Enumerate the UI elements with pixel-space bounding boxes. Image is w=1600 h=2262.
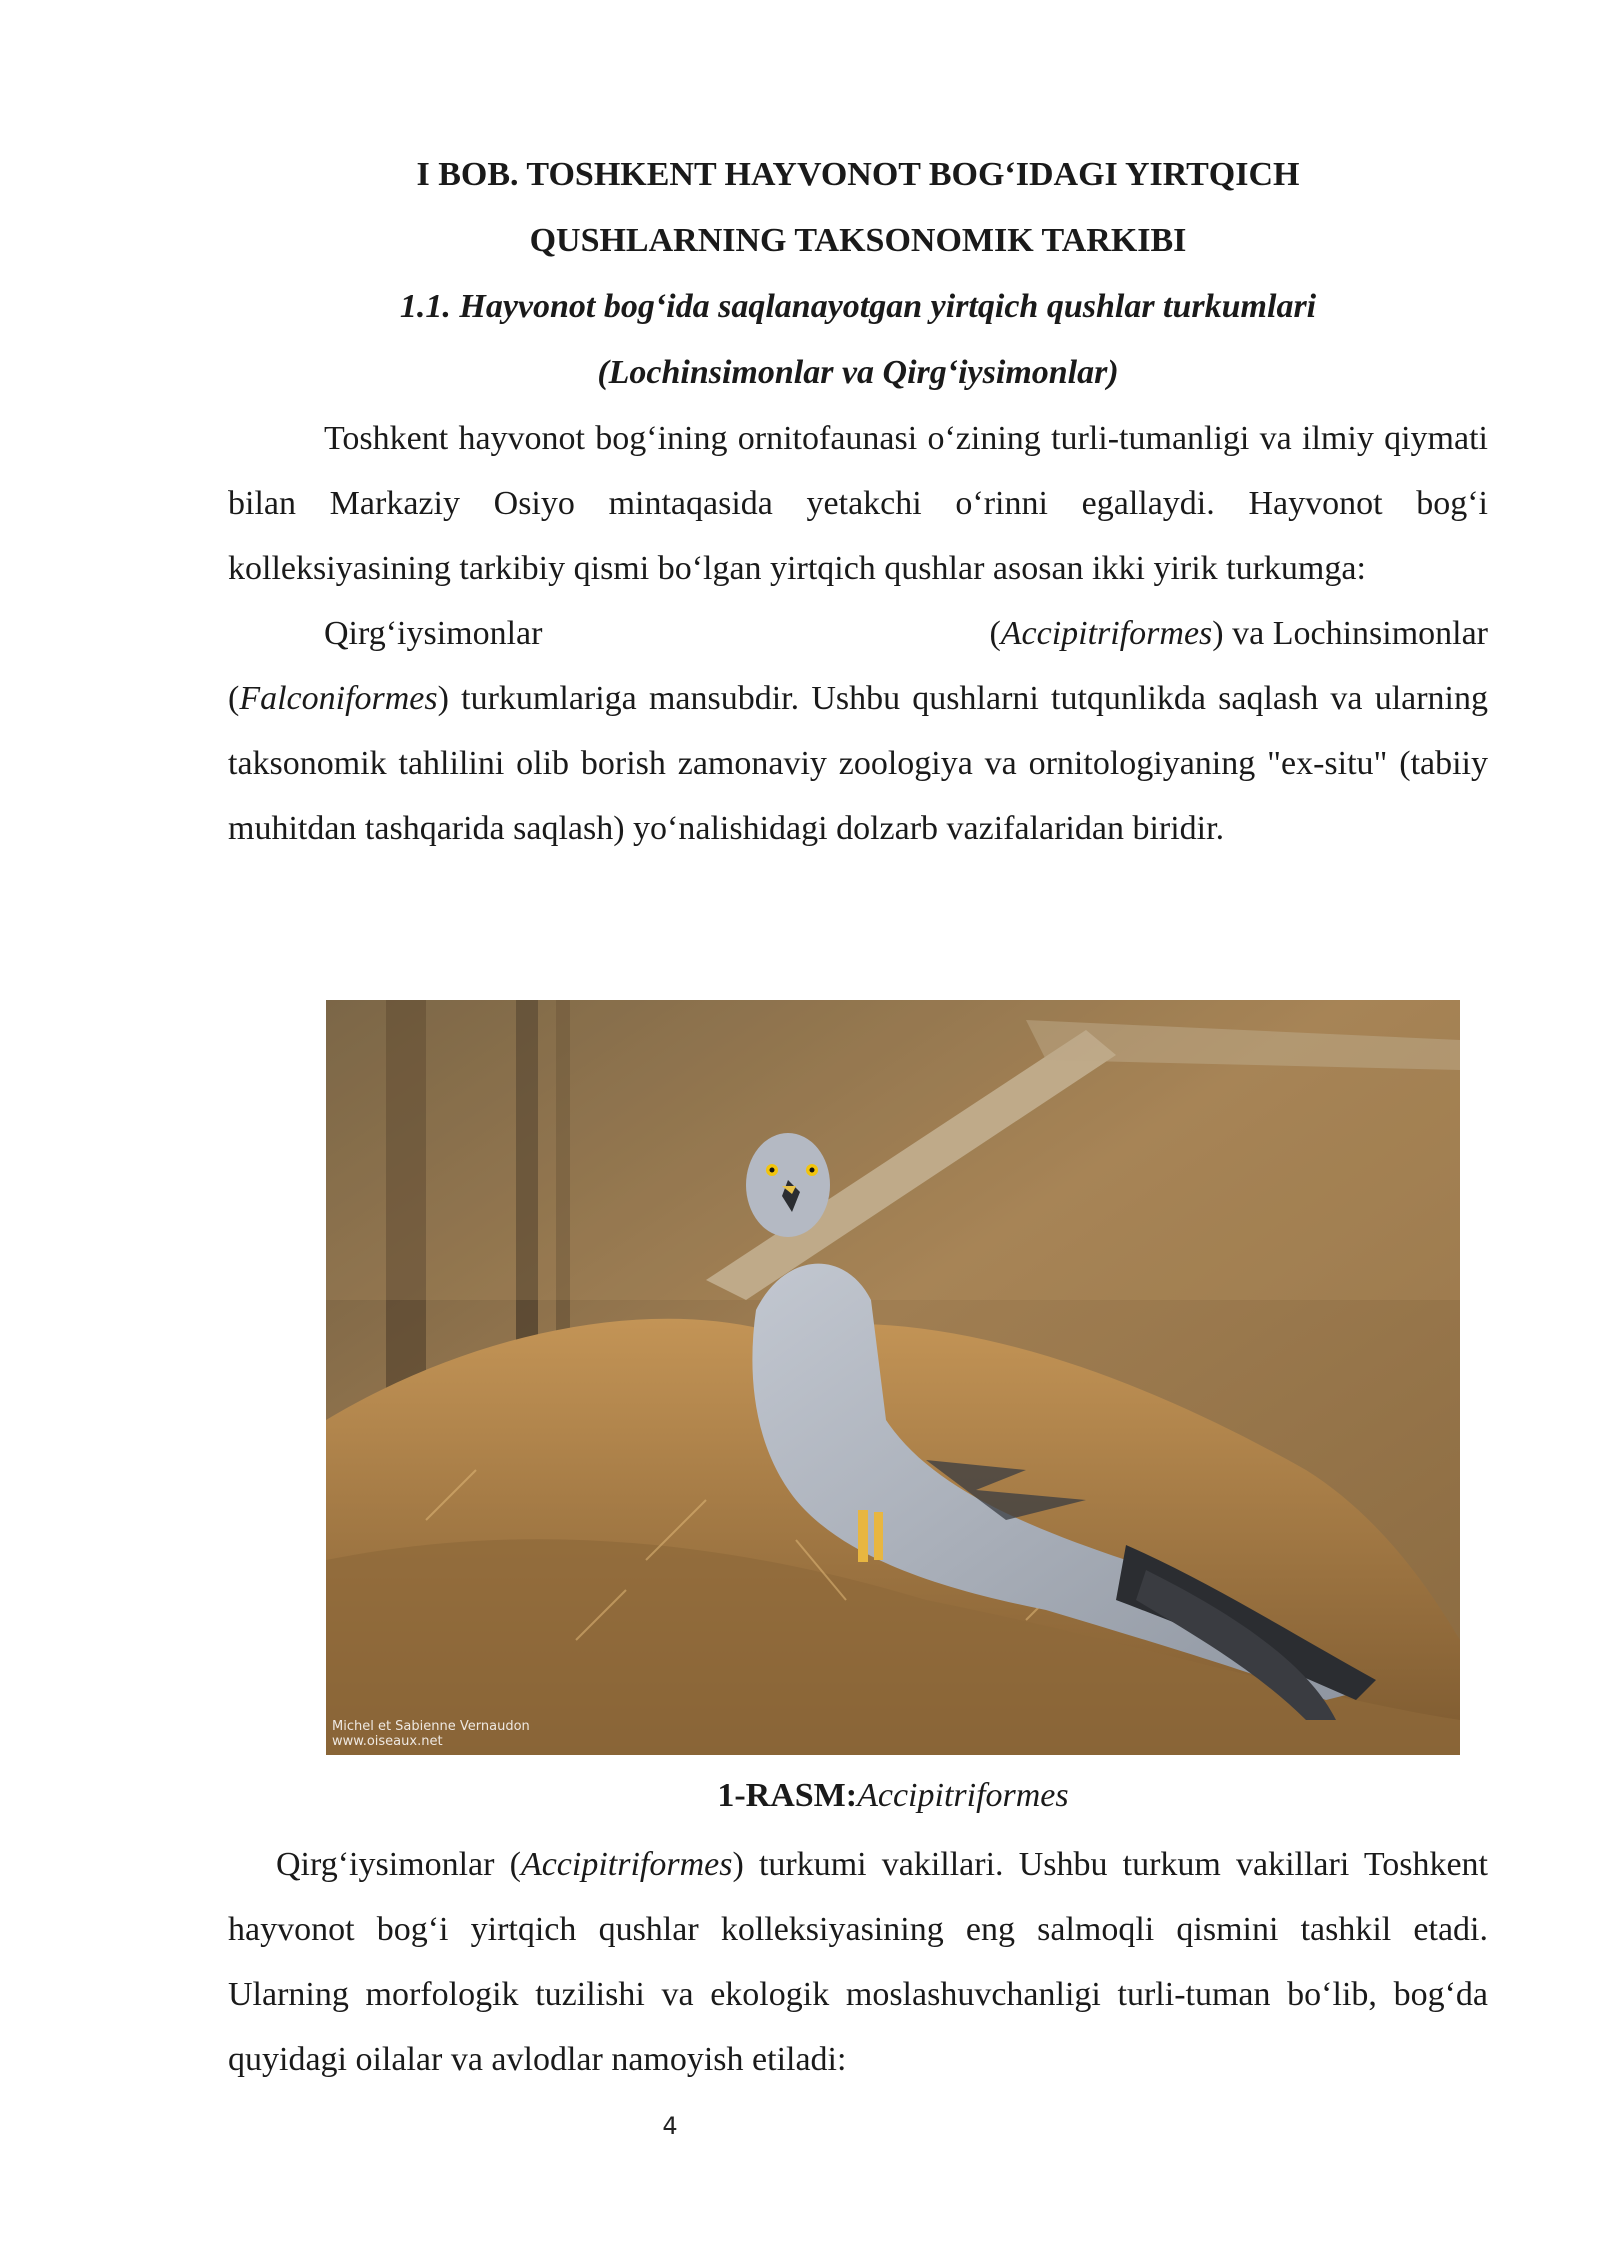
section-title-line-1: 1.1. Hayvonot bog‘ida saqlanayotgan yirtqich qushlar turkumlari bbox=[399, 288, 1317, 325]
caption-label: 1-RASM: bbox=[717, 1777, 858, 1814]
chapter-title-line-1: I BOB. TOSHKENT HAYVONOT BOG‘IDAGI YIRTQICH bbox=[416, 156, 1300, 193]
and-lochinsimonlar: ) va Lochinsimonlar bbox=[1212, 615, 1488, 652]
paren: ( bbox=[989, 615, 1001, 652]
harrier-photo bbox=[326, 1000, 1460, 1755]
page-content bbox=[228, 142, 1488, 861]
photo-watermark bbox=[332, 1719, 530, 1749]
caption-latin: Accipitriformes bbox=[857, 1777, 1069, 1814]
paragraph3-latin: Accipitriformes bbox=[520, 1846, 733, 1883]
section-title-line-2: (Lochinsimonlar va Qirg‘iysimonlar) bbox=[597, 354, 1119, 391]
watermark-author: Michel et Sabienne Vernaudon bbox=[332, 1719, 530, 1734]
latin-falconiformes: Falconiformes bbox=[239, 680, 438, 717]
paragraph3-start: Qirg‘iysimonlar ( bbox=[276, 1846, 521, 1883]
paragraph-orders-first-line bbox=[228, 601, 1488, 666]
watermark-site: www.oiseaux.net bbox=[332, 1734, 443, 1749]
page-content-continued bbox=[228, 1832, 1488, 2092]
bird-illustration bbox=[326, 1000, 1460, 1755]
paragraph-orders bbox=[228, 666, 1488, 861]
figure-caption bbox=[326, 1764, 1460, 1828]
chapter-title-line-2: QUSHLARNING TAKSONOMIK TARKIBI bbox=[529, 222, 1187, 259]
order-name-qirgiysimonlar: Qirg‘iysimonlar bbox=[324, 615, 543, 652]
paren: ( bbox=[228, 680, 240, 717]
paragraph3-rest: ) turkumi vakillari. Ushbu turkum vakillari Toshkent hayvonot bog‘i yirtqich qushlar kolleksiyasining eng salmoqli qismini tashkil etadi. Ularning morfologik tuzilishi va ekologik moslashuvchanligi turli-tuman bo‘lib, bog‘da quyidagi oilalar va avlodlar namoyish etiladi: bbox=[228, 1846, 1488, 2078]
latin-accipitriformes: Accipitriformes bbox=[1000, 615, 1213, 652]
order-latin-line bbox=[989, 601, 1488, 666]
page-number: 4 bbox=[662, 2112, 678, 2140]
paragraph-intro: Toshkent hayvonot bog‘ining ornitofaunasi o‘zining turli-tumanligi va ilmiy qiymati bilan Markaziy Osiyo mintaqasida yetakchi o‘rinni egallaydi. Hayvonot bog‘i kolleksiyasining tarkibiy qismi bo‘lgan yirtqich qushlar asosan ikki yirik turkumga: bbox=[228, 420, 1488, 587]
paragraph-accipitriformes bbox=[228, 1832, 1488, 2092]
paragraph-orders-rest: ) turkumlariga mansubdir. Ushbu qushlarni tutqunlikda saqlash va ularning taksonomik tahlilini olib borish zamonaviy zoologiya va ornitologiyaning "ex-situ" (tabiiy muhitdan tashqarida saqlash) yo‘nalishidagi dolzarb vazifalaridan biridir. bbox=[228, 680, 1488, 847]
